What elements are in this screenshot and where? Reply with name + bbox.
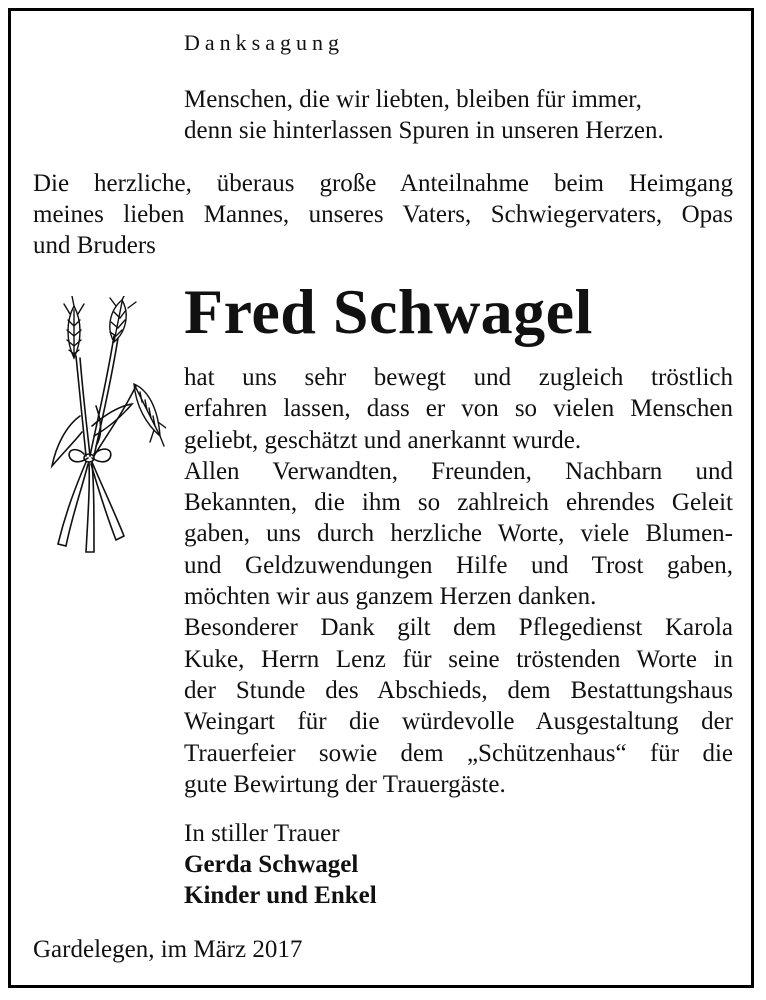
signature-name: Gerda Schwagel [184, 851, 359, 878]
body-line: Bekannten, die ihm so zahlreich ehrendes Geleit [184, 489, 733, 517]
body-line: gaben, uns durch herzliche Worte, viele Blumen- [184, 520, 733, 548]
notice-heading: Danksagung [184, 30, 344, 55]
body-line: hat uns sehr bewegt und zugleich tröstlich [184, 364, 733, 391]
body-line: geliebt, geschätzt und anerkannt wurde. [184, 426, 582, 454]
intro-paragraph [33, 168, 733, 261]
place-date: Gardelegen, im März 2017 [33, 936, 303, 963]
body-line: möchten wir aus ganzem Herzen danken. [184, 583, 597, 611]
intro-line: Die herzliche, überaus große Anteilnahme beim Heimgang [33, 170, 733, 197]
body-line: Weingart für die würdevolle Ausgestaltung der [184, 708, 733, 736]
intro-line: meines lieben Mannes, unseres Vaters, Schwiegervaters, Opas [33, 201, 733, 228]
body-line: und Geldzuwendungen Hilfe und Trost gaben, [184, 551, 733, 579]
wheat-ear [64, 296, 84, 358]
body-line: gute Bewirtung der Trauergäste. [184, 770, 506, 798]
body-line: Allen Verwandten, Freunden, Nachbarn und [184, 457, 733, 485]
body-line: Besonderer Dank gilt dem Pflegedienst Karola [184, 614, 733, 642]
signature-intro: In stiller Trauer [184, 820, 340, 847]
motto-line: Menschen, die wir liebten, bleiben für immer, [184, 86, 642, 113]
body-text [184, 362, 733, 800]
motto-quote [184, 84, 664, 146]
wheat-sheaf-icon [36, 296, 166, 566]
wheat-ear [134, 384, 166, 446]
ribbon-bow [58, 449, 124, 552]
signature-block [184, 818, 377, 911]
body-line: der Stunde des Abschieds, dem Bestattungshaus [184, 676, 733, 704]
wheat-ear [110, 296, 136, 342]
intro-line: und Bruders [33, 232, 156, 259]
signature-name: Kinder und Enkel [184, 882, 377, 909]
body-line: Kuke, Herrn Lenz für seine tröstenden Worte in [184, 645, 733, 673]
deceased-name: Fred Schwagel [184, 276, 593, 347]
body-line: Trauerfeier sowie dem „Schützenhaus“ für die [184, 739, 733, 767]
body-line: erfahren lassen, dass er von so vielen Menschen [184, 395, 733, 423]
motto-line: denn sie hinterlassen Spuren in unseren Herzen. [184, 117, 664, 144]
